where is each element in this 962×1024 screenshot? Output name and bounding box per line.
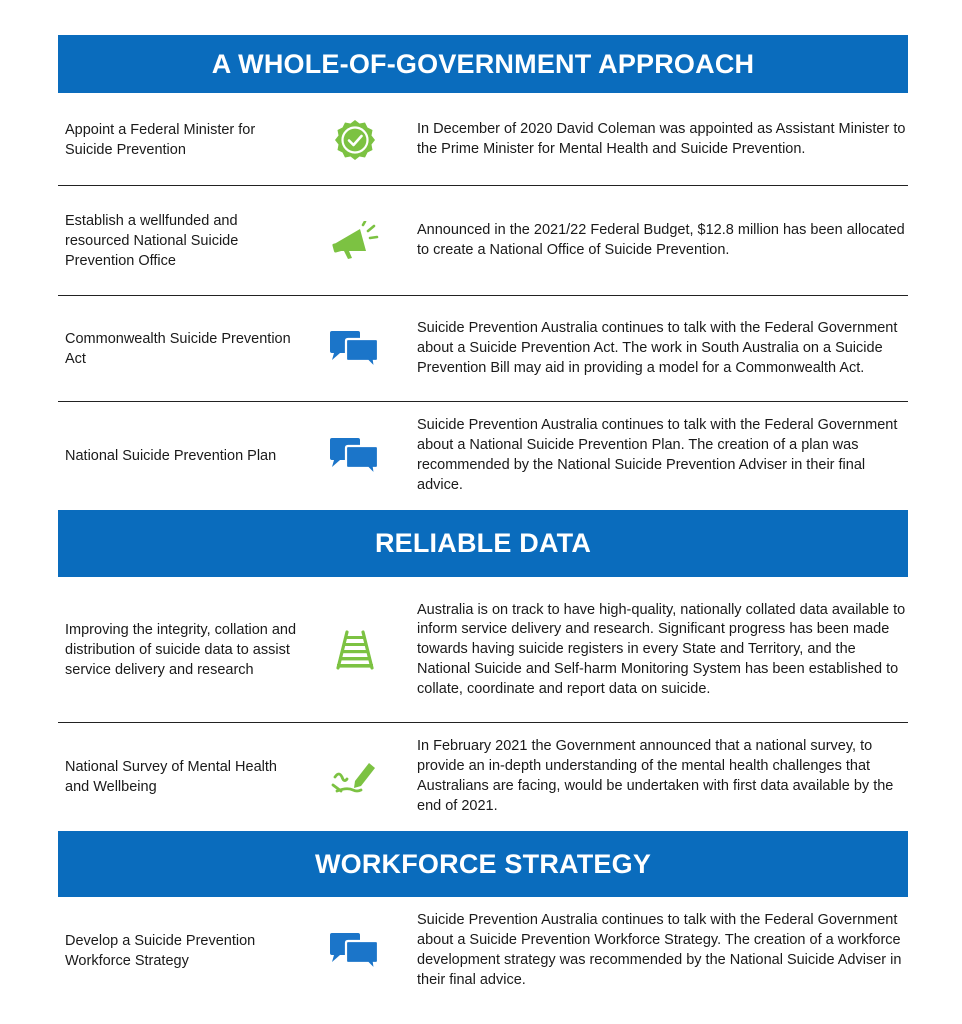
table-row xyxy=(58,898,908,1004)
section-title: WORKFORCE STRATEGY xyxy=(314,848,652,879)
table-row xyxy=(58,187,908,295)
section-header-whole-of-government xyxy=(58,35,908,93)
row-label: Establish a wellfunded and resourced National Suicide Prevention Office xyxy=(65,213,239,269)
row-label: Commonwealth Suicide Prevention Act xyxy=(65,331,291,367)
row-description: In February 2021 the Government announced that a national survey, to provide an in-depth understanding of the mental health challenges that Australians are facing, would be undertaken with first data available by the end of 2021. xyxy=(417,738,894,814)
table-row xyxy=(58,724,908,830)
section-title: RELIABLE DATA xyxy=(374,528,592,558)
table-row xyxy=(58,297,908,401)
row-label: National Survey of Mental Health and Wellbeing xyxy=(65,759,277,795)
row-description: Suicide Prevention Australia continues to talk with the Federal Government about a Suicide Prevention Act. The work in South Australia on a Suicide Prevention Bill may aid in providing a model for a Commonwealth Act. xyxy=(417,320,898,376)
row-description: Announced in the 2021/22 Federal Budget, $12.8 million has been allocated to create a National Office of Suicide Prevention. xyxy=(417,222,905,258)
row-description: Australia is on track to have high-quality, nationally collated data available to inform service delivery and research. Significant progress has been made towards having suicide registers in every State and Territory, and the National Suicide and Self-harm Monitoring System has been established to collate, coordinate and report data on suicide. xyxy=(417,601,906,697)
section-header-workforce-strategy xyxy=(58,831,908,897)
row-label: National Suicide Prevention Plan xyxy=(65,448,277,464)
row-divider xyxy=(58,295,908,296)
table-row xyxy=(58,94,908,186)
row-description: In December of 2020 David Coleman was appointed as Assistant Minister to the Prime Minister for Mental Health and Suicide Prevention. xyxy=(417,121,906,157)
section-title: A WHOLE-OF-GOVERNMENT APPROACH xyxy=(211,48,755,79)
row-divider xyxy=(58,185,908,186)
row-divider xyxy=(58,401,908,402)
railway-track-icon xyxy=(328,578,382,722)
check-badge-icon xyxy=(328,94,382,186)
speech-bubbles-icon xyxy=(328,297,382,401)
row-description: Suicide Prevention Australia continues to talk with the Federal Government about a Suicide Prevention Workforce Strategy. The creation of a workforce development strategy was recommended by the National Suicide Adviser in their final advice. xyxy=(417,912,902,988)
row-label: Appoint a Federal Minister for Suicide Prevention xyxy=(65,122,256,158)
speech-bubbles-icon xyxy=(328,898,382,1004)
row-label: Improving the integrity, collation and distribution of suicide data to assist service delivery and research xyxy=(65,622,297,678)
row-divider xyxy=(58,722,908,723)
row-label: Develop a Suicide Prevention Workforce Strategy xyxy=(65,933,256,969)
pen-signature-icon xyxy=(328,724,382,830)
megaphone-icon xyxy=(328,187,382,295)
row-description: Suicide Prevention Australia continues to talk with the Federal Government about a National Suicide Prevention Plan. The creation of a plan was recommended by the National Suicide Prevention Adviser in their final advice. xyxy=(417,417,898,493)
table-row xyxy=(58,578,908,722)
speech-bubbles-icon xyxy=(328,403,382,509)
table-row xyxy=(58,403,908,509)
section-header-reliable-data xyxy=(58,510,908,577)
